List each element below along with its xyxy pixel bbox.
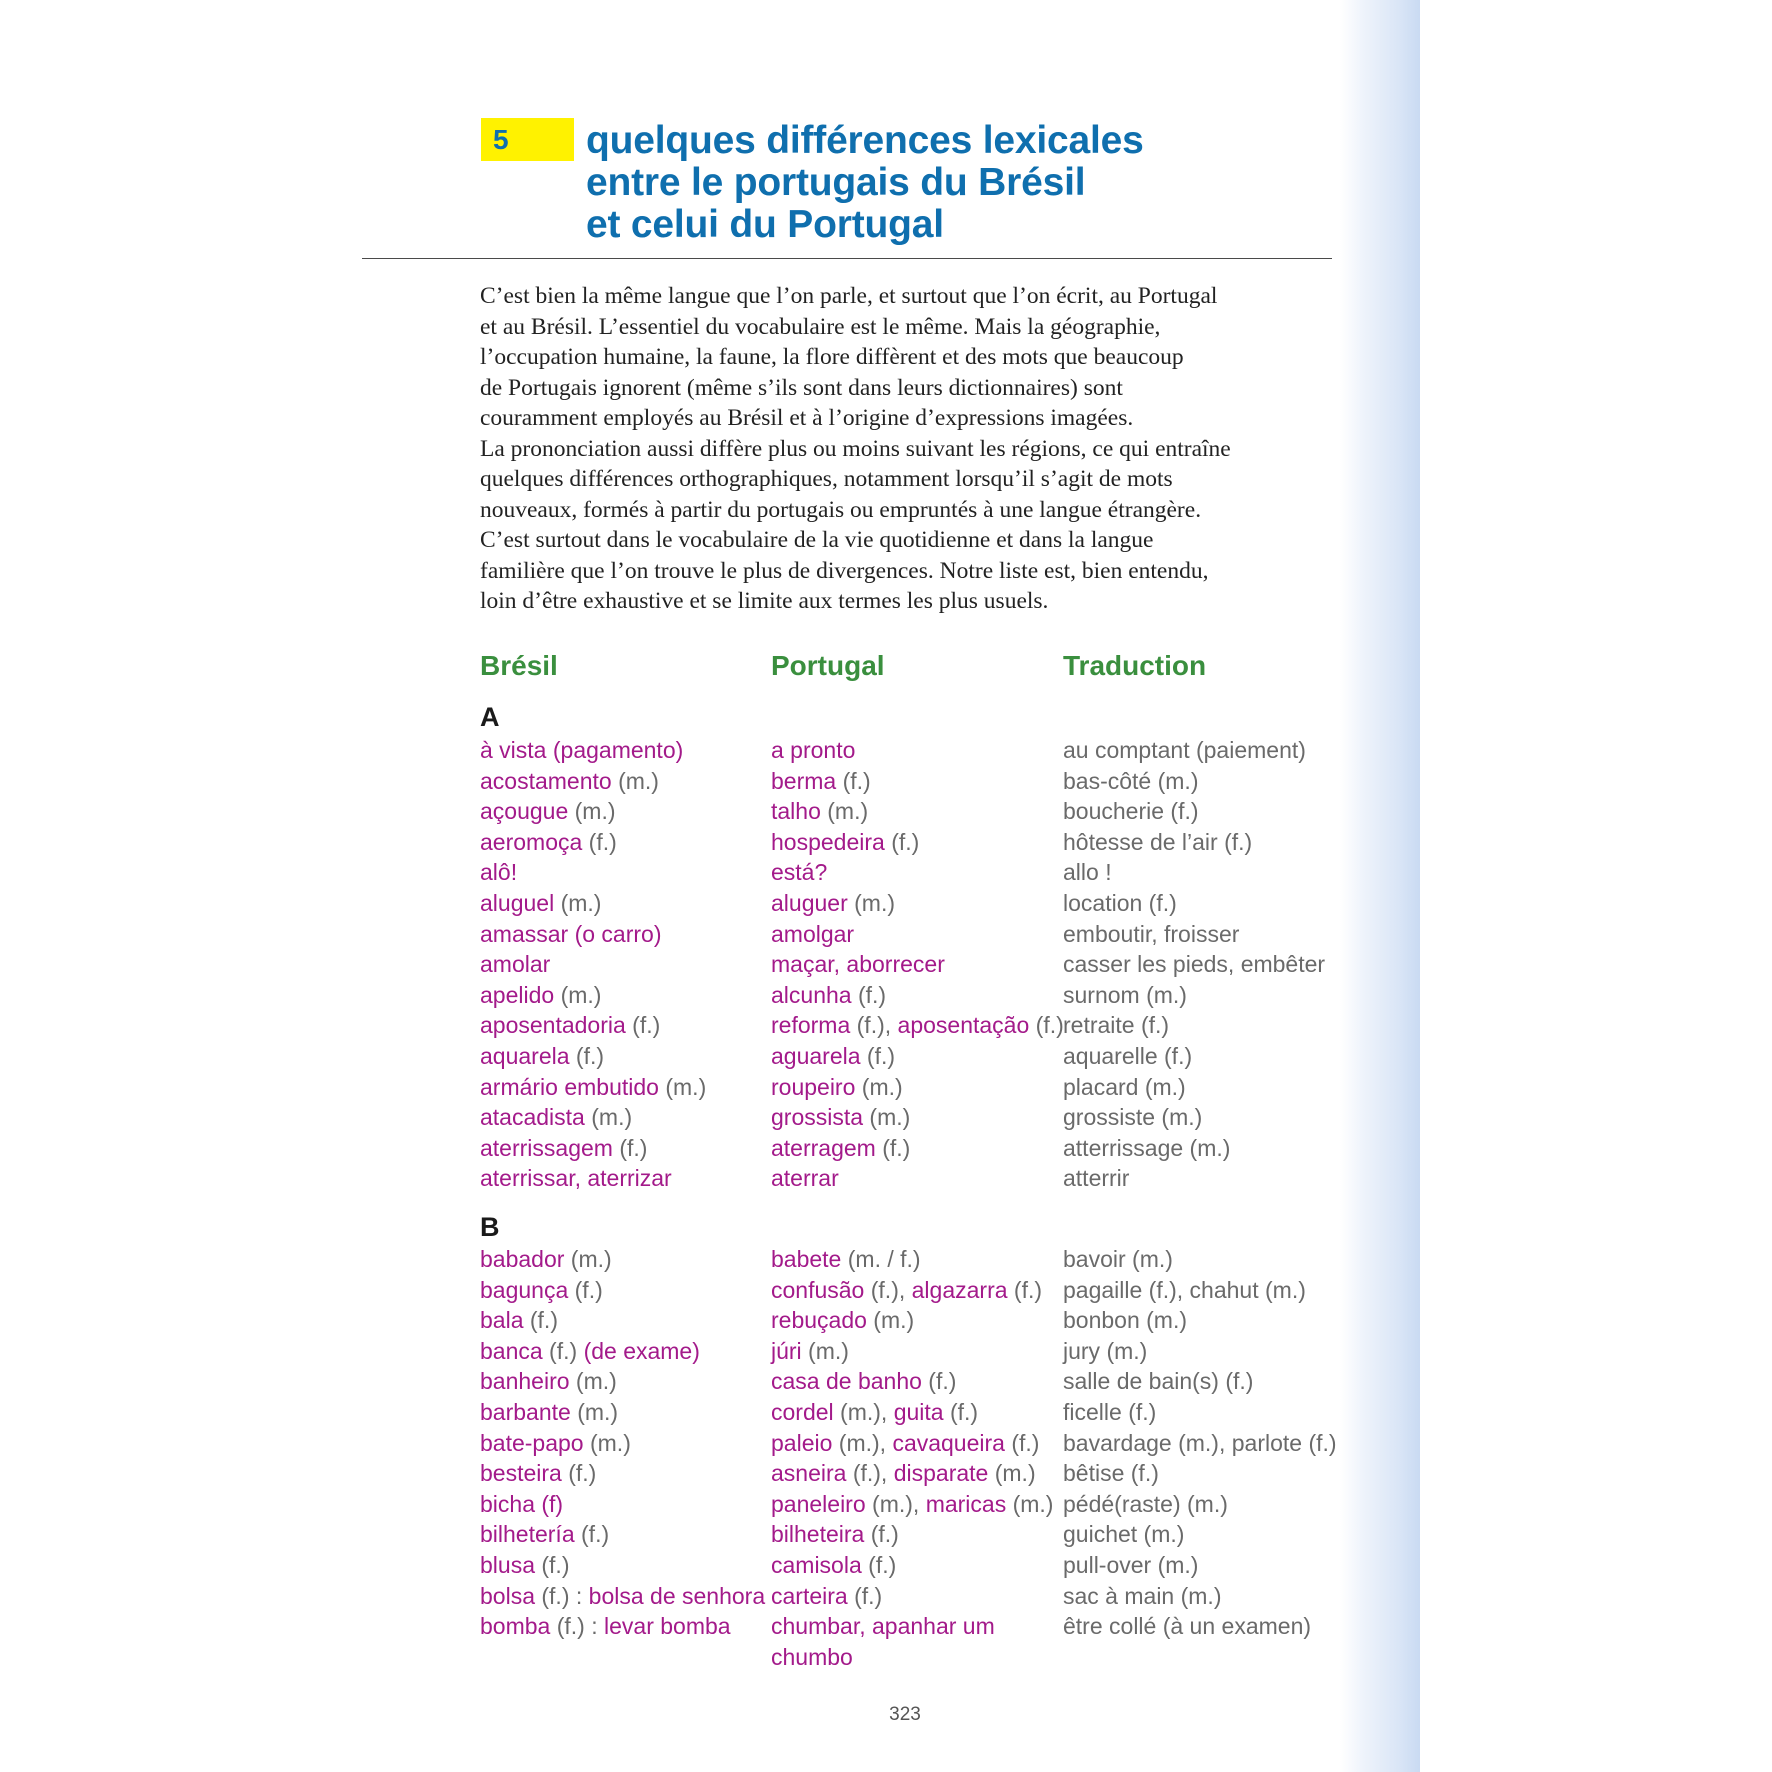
translation-term: bavoir (m.) xyxy=(1063,1246,1173,1272)
term-text: guita xyxy=(893,1398,944,1425)
term-text: cavaqueira xyxy=(892,1429,1005,1456)
vocab-row xyxy=(0,827,1772,858)
gender-mark: (f.) xyxy=(568,1276,603,1303)
portugal-term xyxy=(771,1102,910,1133)
bresil-term xyxy=(480,888,601,919)
translation-term: casser les pieds, embêter xyxy=(1063,951,1326,978)
intro-line: de Portugais ignorent (même s’ils sont dans leurs dictionnaires) sont xyxy=(480,374,1123,401)
term-text: reforma xyxy=(771,1012,851,1039)
term-text: bomba xyxy=(480,1613,551,1640)
gender-mark: (m.) xyxy=(554,889,602,916)
term-text: casa de banho xyxy=(771,1368,922,1395)
portugal-term xyxy=(771,1581,882,1612)
term-text: asneira xyxy=(771,1460,847,1487)
vocab-row xyxy=(0,1336,1772,1367)
translation-term: jury (m.) xyxy=(1063,1337,1148,1364)
vocab-row xyxy=(0,857,1772,888)
gender-mark: (f.) xyxy=(534,1551,570,1578)
gender-mark: (m.) xyxy=(855,1073,903,1100)
term-text: rebuçado xyxy=(771,1307,867,1334)
vocab-row xyxy=(0,1010,1772,1041)
section-letter-a: A xyxy=(480,702,500,732)
portugal-term xyxy=(771,1305,914,1336)
column-header-portugal: Portugal xyxy=(771,650,885,681)
term-text: alcunha xyxy=(771,981,852,1008)
gender-mark: (f.) : xyxy=(550,1613,604,1640)
vocab-row xyxy=(0,980,1772,1011)
term-text: banca xyxy=(480,1337,543,1364)
term-text: barbante xyxy=(480,1398,571,1425)
term-text: aluguel xyxy=(480,889,555,916)
page-number: 323 xyxy=(889,1704,921,1725)
gender-mark: (f.) xyxy=(542,1337,584,1364)
gender-mark: (m.) xyxy=(584,1104,633,1131)
gender-mark: (f.) xyxy=(860,1042,896,1069)
translation-term: pagaille (f.), chahut (m.) xyxy=(1063,1276,1306,1303)
translation-term: sac à main (m.) xyxy=(1063,1582,1222,1609)
bresil-term xyxy=(480,1458,596,1489)
translation-term: guichet (m.) xyxy=(1063,1521,1185,1548)
term-text: blusa xyxy=(480,1551,535,1578)
translation-term: bonbon (m.) xyxy=(1063,1307,1188,1334)
gender-mark: (m.) xyxy=(988,1460,1036,1487)
vocab-row xyxy=(0,949,1772,980)
portugal-term xyxy=(771,919,854,950)
portugal-term xyxy=(771,1010,1064,1041)
entries-a xyxy=(0,735,1772,1194)
term-text: besteira xyxy=(480,1460,562,1487)
term-text: chumbar, apanhar um chumbo xyxy=(771,1613,995,1670)
vocab-row xyxy=(0,1163,1772,1194)
column-header-bresil: Brésil xyxy=(480,650,558,681)
gender-mark: (m.) xyxy=(570,1398,619,1425)
intro-line: familière que l’on trouve le plus de divergences. Notre liste est, bien entendu, xyxy=(480,557,1209,584)
chapter-title-line: quelques différences lexicales xyxy=(586,119,1144,162)
term-text: bagunça xyxy=(480,1276,569,1303)
gender-mark: (m.) xyxy=(801,1337,849,1364)
term-text: bolsa de senhora xyxy=(588,1582,766,1609)
translation-term: hôtesse de l’air (f.) xyxy=(1063,828,1253,855)
term-text: (de exame) xyxy=(583,1337,700,1364)
translation-term: boucherie (f.) xyxy=(1063,798,1199,825)
translation-term: emboutir, froisser xyxy=(1063,920,1240,947)
gender-mark: (f.) xyxy=(561,1460,597,1487)
term-text: açougue xyxy=(480,798,569,825)
term-text: aterrissagem xyxy=(480,1134,613,1161)
vocab-row xyxy=(0,1041,1772,1072)
portugal-term xyxy=(771,827,919,858)
term-text: bilheteira xyxy=(771,1521,865,1548)
bresil-term xyxy=(480,1275,603,1306)
gender-mark: (f.) xyxy=(1029,1012,1064,1039)
term-text: confusão xyxy=(771,1276,865,1303)
vocab-row xyxy=(0,1275,1772,1306)
vocab-row xyxy=(0,1519,1772,1550)
gender-mark: (f.) xyxy=(1004,1429,1040,1456)
term-text: disparate xyxy=(893,1460,989,1487)
vocab-row xyxy=(0,1397,1772,1428)
bresil-term xyxy=(480,766,659,797)
gender-mark: (f.), xyxy=(850,1012,898,1039)
intro-line: loin d’être exhaustive et se limite aux termes les plus usuels. xyxy=(480,588,1049,614)
gender-mark: (f.) xyxy=(574,1521,610,1548)
portugal-term xyxy=(771,1336,849,1367)
column-header-traduction: Traduction xyxy=(1063,650,1207,681)
intro-line: C’est bien la même langue que l’on parle, et surtout que l’on écrit, au Portugal xyxy=(480,283,1218,309)
vocab-row xyxy=(0,919,1772,950)
term-text: aterragem xyxy=(771,1134,876,1161)
vocab-row xyxy=(0,1489,1772,1520)
translation-term: aquarelle (f.) xyxy=(1063,1042,1193,1069)
bresil-term xyxy=(480,1163,672,1194)
vocab-row xyxy=(0,1305,1772,1336)
intro-line: nouveaux, formés à partir du portugais ou empruntés à une langue étrangère. xyxy=(480,496,1202,523)
bresil-term xyxy=(480,735,683,766)
gender-mark: (m.) xyxy=(564,1246,612,1272)
gender-mark: (f.) xyxy=(847,1582,883,1609)
gender-mark: (f.) xyxy=(1007,1276,1043,1303)
portugal-term xyxy=(771,796,868,827)
gender-mark: (m.), xyxy=(832,1429,893,1456)
gender-mark: (m.) xyxy=(568,798,616,825)
portugal-term xyxy=(771,1489,1053,1520)
bresil-term xyxy=(480,796,616,827)
bresil-term xyxy=(480,1611,731,1642)
term-text: bicha (f) xyxy=(480,1490,564,1517)
term-text: algazarra xyxy=(911,1276,1008,1303)
term-text: babete xyxy=(771,1246,842,1272)
gender-mark: (m.) xyxy=(611,767,659,794)
vocab-row xyxy=(0,1581,1772,1612)
intro-line: La prononciation aussi diffère plus ou moins suivant les régions, ce qui entraîne xyxy=(480,435,1231,462)
translation-term: atterrir xyxy=(1063,1165,1130,1192)
translation-term: pull-over (m.) xyxy=(1063,1551,1199,1578)
portugal-term xyxy=(771,1611,1041,1672)
gender-mark: (f.) xyxy=(836,767,871,794)
gender-mark: (m. / f.) xyxy=(841,1246,921,1272)
vocab-row xyxy=(0,888,1772,919)
term-text: aterrar xyxy=(771,1165,839,1192)
gender-mark: (m.) xyxy=(1006,1490,1054,1517)
term-text: atacadista xyxy=(480,1104,585,1131)
term-text: berma xyxy=(771,767,837,794)
vocab-row xyxy=(0,1133,1772,1164)
vocab-row xyxy=(0,1428,1772,1459)
bresil-term xyxy=(480,1581,765,1612)
term-text: aposentação xyxy=(897,1012,1030,1039)
portugal-term xyxy=(771,1366,956,1397)
translation-term: ficelle (f.) xyxy=(1063,1398,1157,1425)
vocab-row xyxy=(0,766,1772,797)
portugal-term xyxy=(771,1163,839,1194)
translation-term: bêtise (f.) xyxy=(1063,1460,1159,1487)
term-text: à vista (pagamento) xyxy=(480,737,684,763)
gender-mark: (m.) xyxy=(866,1307,915,1334)
title-divider xyxy=(362,258,1332,259)
term-text: apelido xyxy=(480,981,555,1008)
entries-b xyxy=(0,1244,1772,1672)
translation-term: allo ! xyxy=(1063,859,1112,886)
term-text: aterrissar, aterrizar xyxy=(480,1165,672,1192)
term-text: carteira xyxy=(771,1582,848,1609)
translation-term: grossiste (m.) xyxy=(1063,1104,1203,1131)
gender-mark: (m.), xyxy=(865,1490,926,1517)
vocab-row xyxy=(0,1550,1772,1581)
term-text: aguarela xyxy=(771,1042,861,1069)
gender-mark: (f.) xyxy=(875,1134,911,1161)
translation-term: atterrissage (m.) xyxy=(1063,1134,1231,1161)
portugal-term xyxy=(771,1041,895,1072)
chapter-title-line: entre le portugais du Brésil xyxy=(586,161,1086,204)
bresil-term xyxy=(480,919,661,950)
portugal-term xyxy=(771,1275,1042,1306)
intro-paragraph xyxy=(480,281,1340,617)
portugal-term xyxy=(771,1519,899,1550)
bresil-term xyxy=(480,1489,563,1520)
bresil-term xyxy=(480,1428,631,1459)
gender-mark: (f.) xyxy=(569,1042,605,1069)
gender-mark: (m.) xyxy=(554,981,602,1008)
bresil-term xyxy=(480,949,550,980)
gender-mark: (f.), xyxy=(864,1276,912,1303)
translation-term: bas-côté (m.) xyxy=(1063,767,1199,794)
intro-line: quelques différences orthographiques, notamment lorsqu’il s’agit de mots xyxy=(480,466,1173,492)
gender-mark: (f.) xyxy=(884,828,920,855)
term-text: cordel xyxy=(771,1398,834,1425)
term-text: banheiro xyxy=(480,1368,570,1395)
gender-mark: (f.) xyxy=(921,1368,957,1395)
portugal-term xyxy=(771,1458,1036,1489)
portugal-term xyxy=(771,1550,896,1581)
translation-term: salle de bain(s) (f.) xyxy=(1063,1368,1254,1395)
portugal-term xyxy=(771,1244,921,1275)
gender-mark: (f.), xyxy=(846,1460,894,1487)
gender-mark: (f.) : xyxy=(534,1582,589,1609)
gender-mark: (m.) xyxy=(658,1073,707,1100)
intro-line: l’occupation humaine, la faune, la flore diffèrent et des mots que beaucoup xyxy=(480,344,1184,370)
gender-mark: (m.) xyxy=(569,1368,617,1395)
gender-mark: (f.) xyxy=(612,1134,648,1161)
portugal-term xyxy=(771,980,886,1011)
translation-term: retraite (f.) xyxy=(1063,1012,1170,1039)
bresil-term xyxy=(480,1041,604,1072)
gender-mark: (f.) xyxy=(582,828,617,855)
term-text: bate-papo xyxy=(480,1429,584,1456)
translation-term: surnom (m.) xyxy=(1063,981,1187,1008)
term-text: levar bomba xyxy=(604,1613,731,1640)
gender-mark: (f.) xyxy=(943,1398,979,1425)
bresil-term xyxy=(480,1305,558,1336)
vocab-row xyxy=(0,1458,1772,1489)
term-text: paneleiro xyxy=(771,1490,866,1517)
term-text: maçar, aborrecer xyxy=(771,951,945,978)
bresil-term xyxy=(480,1072,706,1103)
section-letter-b: B xyxy=(480,1212,500,1242)
gender-mark: (m.) xyxy=(863,1104,911,1131)
term-text: a pronto xyxy=(771,737,856,763)
term-text: armário embutido xyxy=(480,1073,659,1100)
intro-line: couramment employés au Brésil et à l’origine d’expressions imagées. xyxy=(480,405,1134,431)
translation-term: être collé (à un examen) xyxy=(1063,1613,1312,1640)
term-text: bilhetería xyxy=(480,1521,575,1548)
bresil-term xyxy=(480,827,617,858)
term-text: aeromoça xyxy=(480,828,583,855)
term-text: amassar (o carro) xyxy=(480,920,662,947)
portugal-term xyxy=(771,1072,903,1103)
term-text: bala xyxy=(480,1307,524,1334)
term-text: roupeiro xyxy=(771,1073,856,1100)
gender-mark: (f.) xyxy=(864,1521,899,1548)
term-text: alô! xyxy=(480,859,518,886)
term-text: grossista xyxy=(771,1104,864,1131)
vocab-row xyxy=(0,735,1772,766)
bresil-term xyxy=(480,1550,569,1581)
gender-mark: (f.) xyxy=(523,1307,558,1334)
term-text: camisola xyxy=(771,1551,862,1578)
portugal-term xyxy=(771,1133,910,1164)
vocab-row xyxy=(0,1366,1772,1397)
bresil-term xyxy=(480,1519,609,1550)
term-text: aquarela xyxy=(480,1042,570,1069)
vocab-row xyxy=(0,1102,1772,1133)
term-text: bolsa xyxy=(480,1582,535,1609)
portugal-term xyxy=(771,857,827,888)
translation-term: pédé(raste) (m.) xyxy=(1063,1490,1228,1517)
gender-mark: (f.) xyxy=(851,981,887,1008)
bresil-term xyxy=(480,1397,618,1428)
translation-term: location (f.) xyxy=(1063,889,1177,916)
term-text: maricas xyxy=(925,1490,1007,1517)
term-text: amolgar xyxy=(771,920,855,947)
term-text: hospedeira xyxy=(771,828,885,855)
bresil-term xyxy=(480,980,601,1011)
portugal-term xyxy=(771,735,855,766)
term-text: aposentadoria xyxy=(480,1012,626,1039)
bresil-term xyxy=(480,1244,612,1275)
portugal-term xyxy=(771,949,945,980)
portugal-term xyxy=(771,1428,1039,1459)
portugal-term xyxy=(771,888,895,919)
bresil-term xyxy=(480,857,517,888)
term-text: acostamento xyxy=(480,767,612,794)
gender-mark: (m.) xyxy=(820,798,869,825)
gender-mark: (m.) xyxy=(847,889,895,916)
term-text: amolar xyxy=(480,951,551,978)
vocab-row xyxy=(0,796,1772,827)
translation-term: au comptant (paiement) xyxy=(1063,737,1306,763)
intro-line: et au Brésil. L’essentiel du vocabulaire est le même. Mais la géographie, xyxy=(480,313,1161,340)
portugal-term xyxy=(771,766,871,797)
gender-mark: (m.) xyxy=(583,1429,631,1456)
bresil-term xyxy=(480,1133,647,1164)
chapter-number-badge: 5 xyxy=(481,118,574,161)
gender-mark: (f.) xyxy=(625,1012,661,1039)
vocab-row xyxy=(0,1072,1772,1103)
bresil-term xyxy=(480,1010,660,1041)
bresil-term xyxy=(480,1336,700,1367)
term-text: talho xyxy=(771,798,821,825)
gender-mark: (f.) xyxy=(861,1551,897,1578)
term-text: aluguer xyxy=(771,889,848,916)
translation-term: bavardage (m.), parlote (f.) xyxy=(1063,1429,1337,1456)
bresil-term xyxy=(480,1366,617,1397)
intro-line: C’est surtout dans le vocabulaire de la vie quotidienne et dans la langue xyxy=(480,527,1154,553)
term-text: babador xyxy=(480,1246,565,1272)
bresil-term xyxy=(480,1102,632,1133)
vocab-row xyxy=(0,1244,1772,1275)
gender-mark: (m.), xyxy=(833,1398,894,1425)
term-text: paleio xyxy=(771,1429,833,1456)
term-text: júri xyxy=(771,1337,802,1364)
translation-term: placard (m.) xyxy=(1063,1073,1186,1100)
chapter-title xyxy=(586,120,1346,246)
chapter-title-line: et celui du Portugal xyxy=(586,203,944,246)
portugal-term xyxy=(771,1397,978,1428)
term-text: está? xyxy=(771,859,828,886)
vocab-row xyxy=(0,1611,1772,1672)
